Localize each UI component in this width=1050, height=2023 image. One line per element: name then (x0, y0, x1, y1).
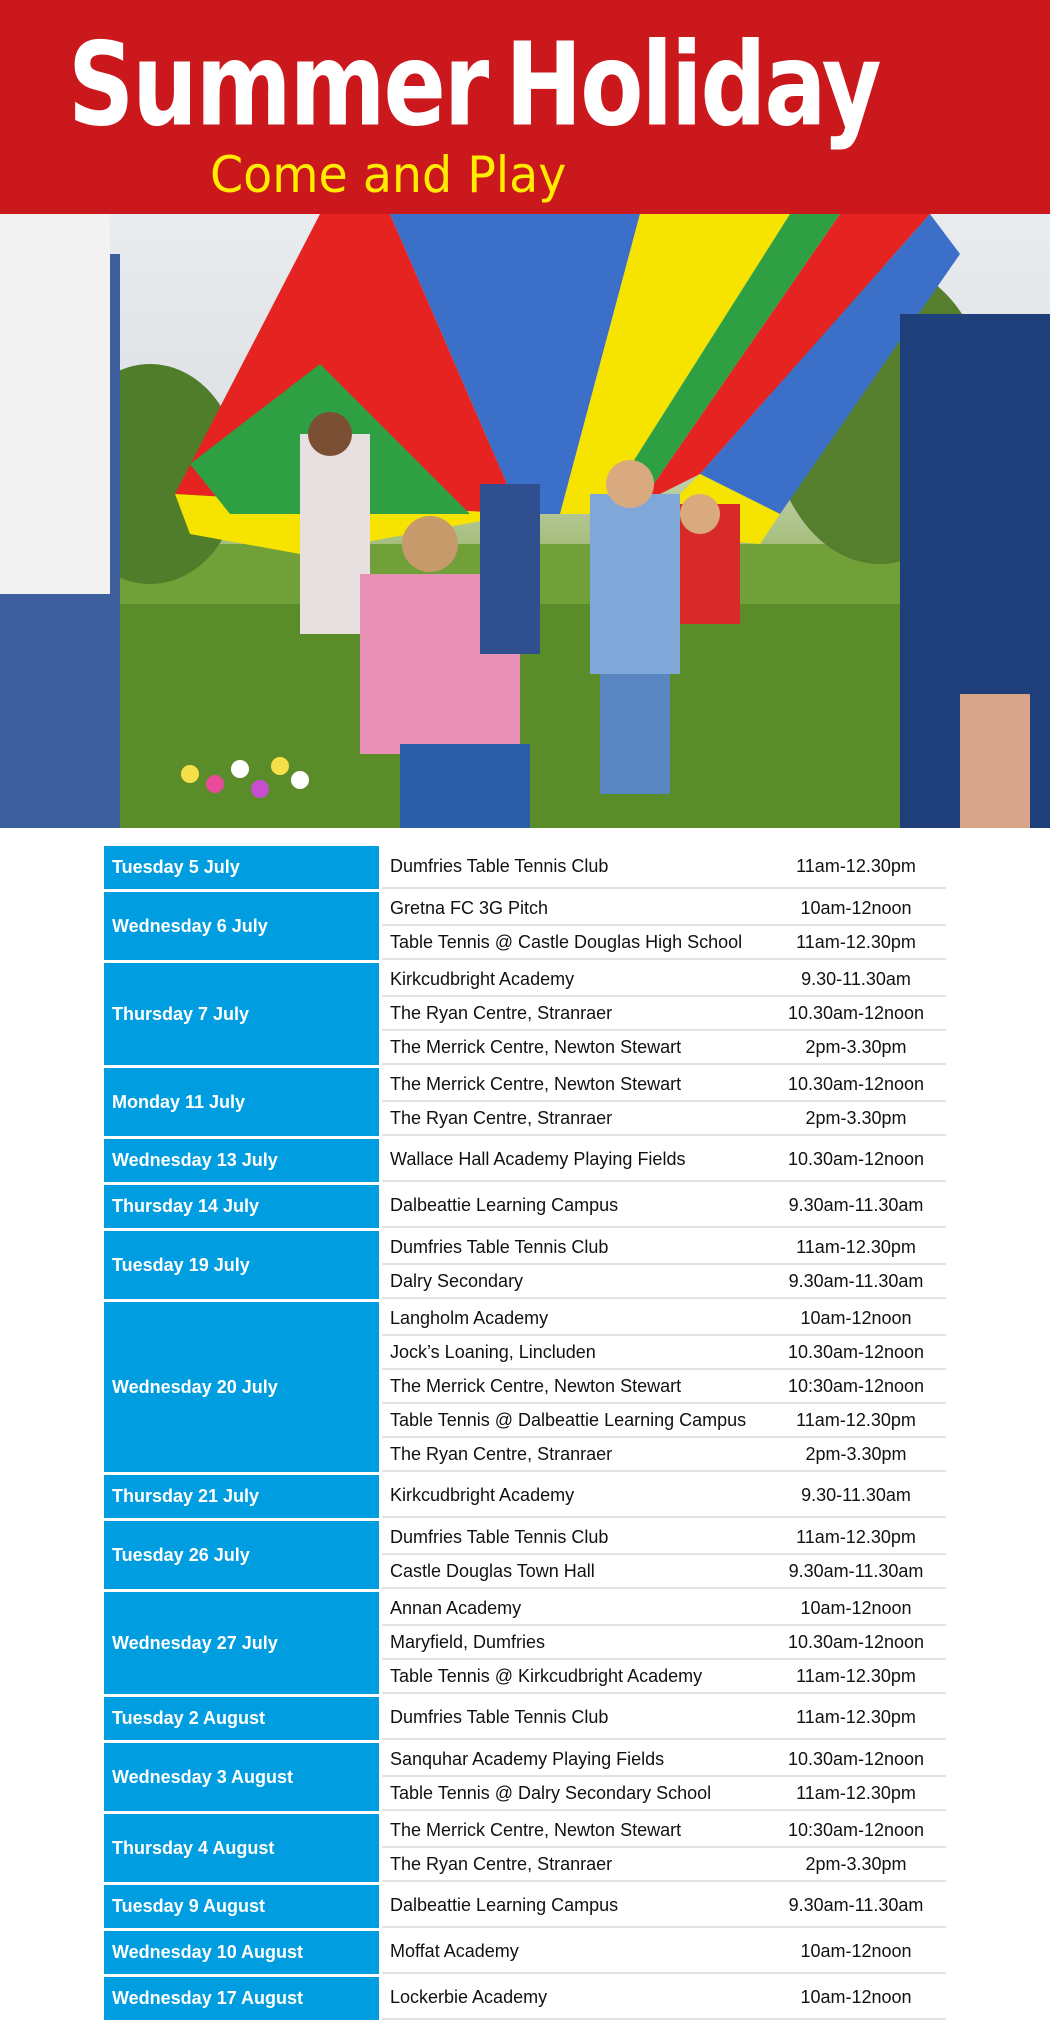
session-time: 10:30am-12noon (787, 1375, 925, 1396)
venue-name: The Merrick Centre, Newton Stewart (390, 1036, 682, 1057)
session-list (382, 1697, 946, 1740)
session-time: 2pm-3.30pm (805, 1036, 907, 1057)
session-row (382, 892, 946, 926)
venue-name: Dalry Secondary (390, 1270, 524, 1291)
session-row (382, 926, 946, 960)
schedule-day-group (104, 1521, 946, 1592)
session-row (382, 1475, 946, 1518)
schedule-day-group (104, 1814, 946, 1885)
session-time: 10.30am-12noon (787, 1149, 925, 1169)
date-cell: Thursday 21 July (104, 1475, 379, 1518)
session-time: 9.30-11.30am (801, 1485, 911, 1505)
venue-name: The Merrick Centre, Newton Stewart (390, 1375, 682, 1396)
session-row (382, 963, 946, 997)
session-time: 11am-12.30pm (796, 1782, 916, 1803)
date-cell: Wednesday 27 July (104, 1592, 379, 1694)
page-subtitle: Come and Play (210, 146, 567, 204)
session-time: 10am-12noon (800, 1307, 912, 1328)
session-time: 10.30am-12noon (787, 1002, 925, 1023)
session-row (382, 1336, 946, 1370)
venue-name: Dalbeattie Learning Campus (390, 1895, 619, 1915)
session-time: 11am-12.30pm (796, 1236, 916, 1257)
session-row (382, 1521, 946, 1555)
session-row (382, 1370, 946, 1404)
venue-name: Kirkcudbright Academy (390, 968, 575, 989)
session-time: 10am-12noon (800, 1987, 912, 2007)
title-word-summer: Summer (68, 18, 488, 152)
session-list (382, 1931, 946, 1974)
session-row (382, 1777, 946, 1811)
venue-name: The Ryan Centre, Stranraer (390, 1443, 613, 1464)
session-row (382, 1885, 946, 1928)
parachute-illustration (0, 214, 1050, 828)
session-time: 11am-12.30pm (796, 1707, 916, 1727)
venue-name: The Ryan Centre, Stranraer (390, 1107, 613, 1128)
session-list (382, 1814, 946, 1882)
venue-name: Langholm Academy (390, 1307, 549, 1328)
schedule-day-group (104, 1139, 946, 1185)
hero-photo (0, 214, 1050, 828)
session-row (382, 846, 946, 889)
date-cell: Tuesday 19 July (104, 1231, 379, 1299)
venue-name: Wallace Hall Academy Playing Fields (390, 1149, 686, 1169)
session-time: 9.30-11.30am (801, 968, 911, 989)
schedule-day-group (104, 963, 946, 1068)
session-list (382, 1475, 946, 1518)
session-time: 9.30am-11.30am (788, 1270, 924, 1291)
session-time: 11am-12.30pm (796, 1526, 916, 1547)
session-list (382, 1521, 946, 1589)
session-list (382, 1231, 946, 1299)
schedule-day-group (104, 892, 946, 963)
session-list (382, 1977, 946, 2020)
session-row (382, 1697, 946, 1740)
session-time: 2pm-3.30pm (805, 1443, 907, 1464)
session-row (382, 1743, 946, 1777)
schedule-day-group (104, 1977, 946, 2023)
session-list (382, 1068, 946, 1136)
venue-name: The Ryan Centre, Stranraer (390, 1853, 613, 1874)
session-time: 10.30am-12noon (787, 1631, 925, 1652)
session-list (382, 1743, 946, 1811)
date-cell: Wednesday 6 July (104, 892, 379, 960)
session-time: 11am-12.30pm (796, 931, 916, 952)
date-cell: Wednesday 13 July (104, 1139, 379, 1182)
venue-name: Moffat Academy (390, 1941, 519, 1961)
venue-name: Table Tennis @ Dalbeattie Learning Campus (390, 1409, 747, 1430)
schedule-day-group (104, 846, 946, 892)
session-row (382, 1302, 946, 1336)
session-time: 2pm-3.30pm (805, 1107, 907, 1128)
schedule-table (104, 846, 946, 2023)
venue-name: The Merrick Centre, Newton Stewart (390, 1073, 682, 1094)
date-cell: Tuesday 9 August (104, 1885, 379, 1928)
session-list (382, 1885, 946, 1928)
session-time: 11am-12.30pm (796, 856, 916, 876)
session-time: 11am-12.30pm (796, 1665, 916, 1686)
venue-name: Dumfries Table Tennis Club (390, 1236, 609, 1257)
session-row (382, 1265, 946, 1299)
schedule-day-group (104, 1697, 946, 1743)
schedule-day-group (104, 1885, 946, 1931)
date-cell: Thursday 7 July (104, 963, 379, 1065)
session-row (382, 1592, 946, 1626)
session-time: 10.30am-12noon (787, 1748, 925, 1769)
session-row (382, 1438, 946, 1472)
session-row (382, 1660, 946, 1694)
session-row (382, 1848, 946, 1882)
session-row (382, 1139, 946, 1182)
session-row (382, 1102, 946, 1136)
session-list (382, 1139, 946, 1182)
session-row (382, 1031, 946, 1065)
schedule-day-group (104, 1931, 946, 1977)
session-row (382, 1231, 946, 1265)
session-time: 9.30am-11.30am (788, 1195, 924, 1215)
venue-name: Dumfries Table Tennis Club (390, 1707, 609, 1727)
venue-name: Table Tennis @ Dalry Secondary School (390, 1782, 712, 1803)
venue-name: Dumfries Table Tennis Club (390, 1526, 609, 1547)
date-cell: Tuesday 26 July (104, 1521, 379, 1589)
schedule-day-group (104, 1068, 946, 1139)
schedule-day-group (104, 1231, 946, 1302)
schedule-day-group (104, 1743, 946, 1814)
date-cell: Thursday 14 July (104, 1185, 379, 1228)
venue-name: Dalbeattie Learning Campus (390, 1195, 619, 1215)
session-row (382, 1814, 946, 1848)
date-cell: Wednesday 10 August (104, 1931, 379, 1974)
session-time: 2pm-3.30pm (805, 1853, 907, 1874)
venue-name: Maryfield, Dumfries (390, 1631, 546, 1652)
venue-name: The Merrick Centre, Newton Stewart (390, 1819, 682, 1840)
schedule-day-group (104, 1302, 946, 1475)
title-word-holiday: Holiday (505, 18, 880, 152)
venue-name: Castle Douglas Town Hall (390, 1560, 595, 1581)
session-list (382, 963, 946, 1065)
venue-name: Kirkcudbright Academy (390, 1485, 575, 1505)
session-list (382, 892, 946, 960)
session-list (382, 1592, 946, 1694)
session-time: 10:30am-12noon (787, 1819, 925, 1840)
venue-name: Table Tennis @ Castle Douglas High School (390, 931, 743, 952)
session-time: 10am-12noon (800, 897, 912, 918)
session-time: 10.30am-12noon (787, 1073, 925, 1094)
session-list (382, 1185, 946, 1228)
session-row (382, 1931, 946, 1974)
session-row (382, 1068, 946, 1102)
venue-name: Jock’s Loaning, Lincluden (390, 1341, 596, 1362)
session-row (382, 997, 946, 1031)
page-title (68, 18, 880, 152)
venue-name: The Ryan Centre, Stranraer (390, 1002, 613, 1023)
session-time: 10am-12noon (800, 1597, 912, 1618)
schedule-day-group (104, 1592, 946, 1697)
date-cell: Wednesday 20 July (104, 1302, 379, 1472)
session-list (382, 1302, 946, 1472)
date-cell: Monday 11 July (104, 1068, 379, 1136)
date-cell: Thursday 4 August (104, 1814, 379, 1882)
venue-name: Dumfries Table Tennis Club (390, 856, 609, 876)
venue-name: Sanquhar Academy Playing Fields (390, 1748, 665, 1769)
session-time: 9.30am-11.30am (788, 1895, 924, 1915)
schedule-day-group (104, 1185, 946, 1231)
session-row (382, 1185, 946, 1228)
session-row (382, 1404, 946, 1438)
date-cell: Wednesday 17 August (104, 1977, 379, 2020)
session-row (382, 1555, 946, 1589)
session-time: 11am-12.30pm (796, 1409, 916, 1430)
session-row (382, 1977, 946, 2020)
venue-name: Gretna FC 3G Pitch (390, 897, 549, 918)
venue-name: Annan Academy (390, 1597, 522, 1618)
venue-name: Lockerbie Academy (390, 1987, 548, 2007)
date-cell: Tuesday 5 July (104, 846, 379, 889)
header-banner (0, 0, 1050, 214)
date-cell: Tuesday 2 August (104, 1697, 379, 1740)
session-time: 10am-12noon (800, 1941, 912, 1961)
schedule-day-group (104, 1475, 946, 1521)
date-cell: Wednesday 3 August (104, 1743, 379, 1811)
session-time: 10.30am-12noon (787, 1341, 925, 1362)
session-list (382, 846, 946, 889)
venue-name: Table Tennis @ Kirkcudbright Academy (390, 1665, 703, 1686)
session-time: 9.30am-11.30am (788, 1560, 924, 1581)
session-row (382, 1626, 946, 1660)
